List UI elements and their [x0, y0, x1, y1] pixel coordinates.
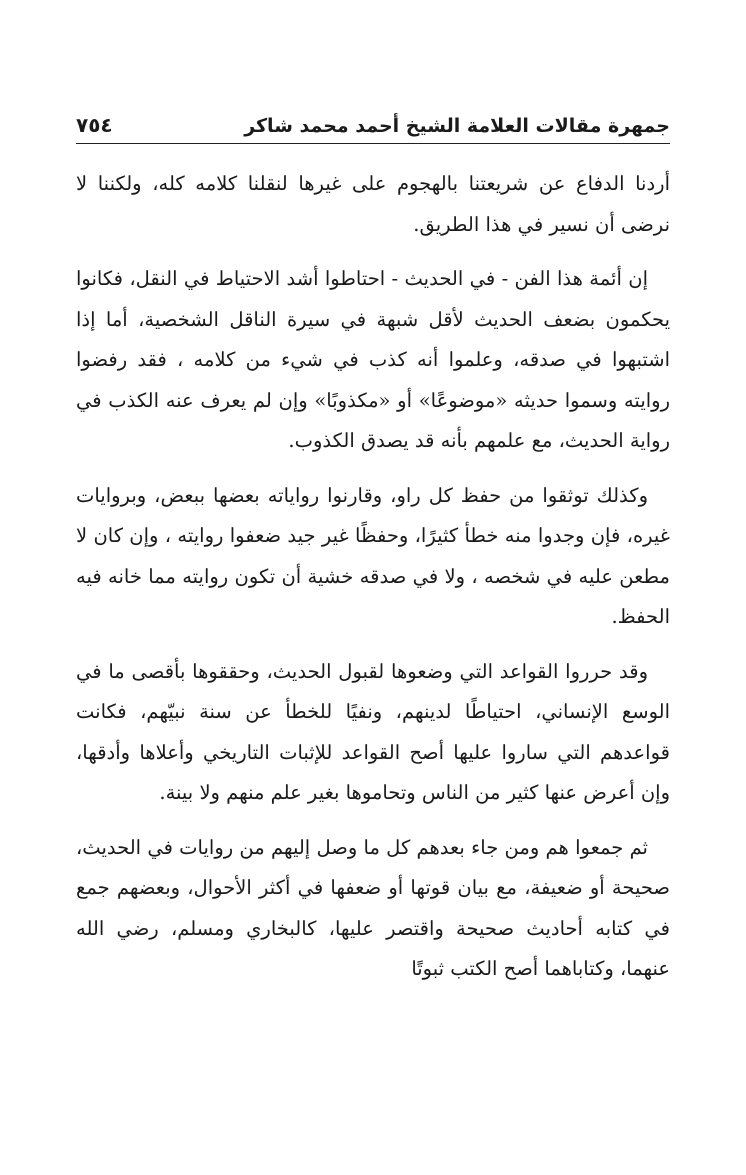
- paragraph-4: وقد حرروا القواعد التي وضعوها لقبول الحديث، وحققوها بأقصى ما في الوسع الإنساني، احتياطًا لدينهم، ونفيًا للخطأ عن سنة نبيّهم، فكانت قواعدهم التي ساروا عليها أصح القواعد للإثبات التاريخي وأعلاها وأدقها، وإن أعرض عنها كثير من الناس وتحاموها بغير علم منهم ولا بينة.: [76, 659, 670, 804]
- running-title: جمهرة مقالات العلامة الشيخ أحمد محمد شاكر: [244, 115, 670, 137]
- paragraph-5: ثم جمعوا هم ومن جاء بعدهم كل ما وصل إليهم من روايات في الحديث، صحيحة أو ضعيفة، مع بيان قوتها أو ضعفها في أكثر الأحوال، وبعضهم جمع في كتابه أحاديث صحيحة واقتصر عليها، كالبخاري ومسلم، رضي الله عنهما، وكتاباهما أصح الكتب ثبوتًا: [76, 835, 670, 980]
- running-header: [76, 100, 670, 144]
- paragraph-2: إن أئمة هذا الفن - في الحديث - احتاطوا أشد الاحتياط في النقل، فكانوا يحكمون بضعف الحديث لأقل شبهة في سيرة الناقل الشخصية، أما إذا اشتبهوا في صدقه، وعلموا أنه كذب في شيء من كلامه ، فقد رفضوا روايته وسموا حديثه «موضوعًا» أو «مكذوبًا» وإن لم يعرف عنه الكذب في رواية الحديث، مع علمهم بأنه قد يصدق الكذوب.: [76, 267, 670, 452]
- paragraph-1: أردنا الدفاع عن شريعتنا بالهجوم على غيرها لنقلنا كلامه كله، ولكننا لا نرضى أن نسير في هذا الطريق.: [76, 172, 670, 236]
- paragraph-3: وكذلك توثقوا من حفظ كل راو، وقارنوا رواياته بعضها ببعض، وبروايات غيره، فإن وجدوا منه خطأ كثيرًا، وحفظًا غير جيد ضعفوا روايته ، وإن كان لا مطعن عليه في شخصه ، ولا في صدقه خشية أن تكون روايته مما خانه فيه الحفظ.: [76, 483, 670, 628]
- body-text: [76, 164, 670, 1004]
- page-number: ٧٥٤: [76, 113, 113, 137]
